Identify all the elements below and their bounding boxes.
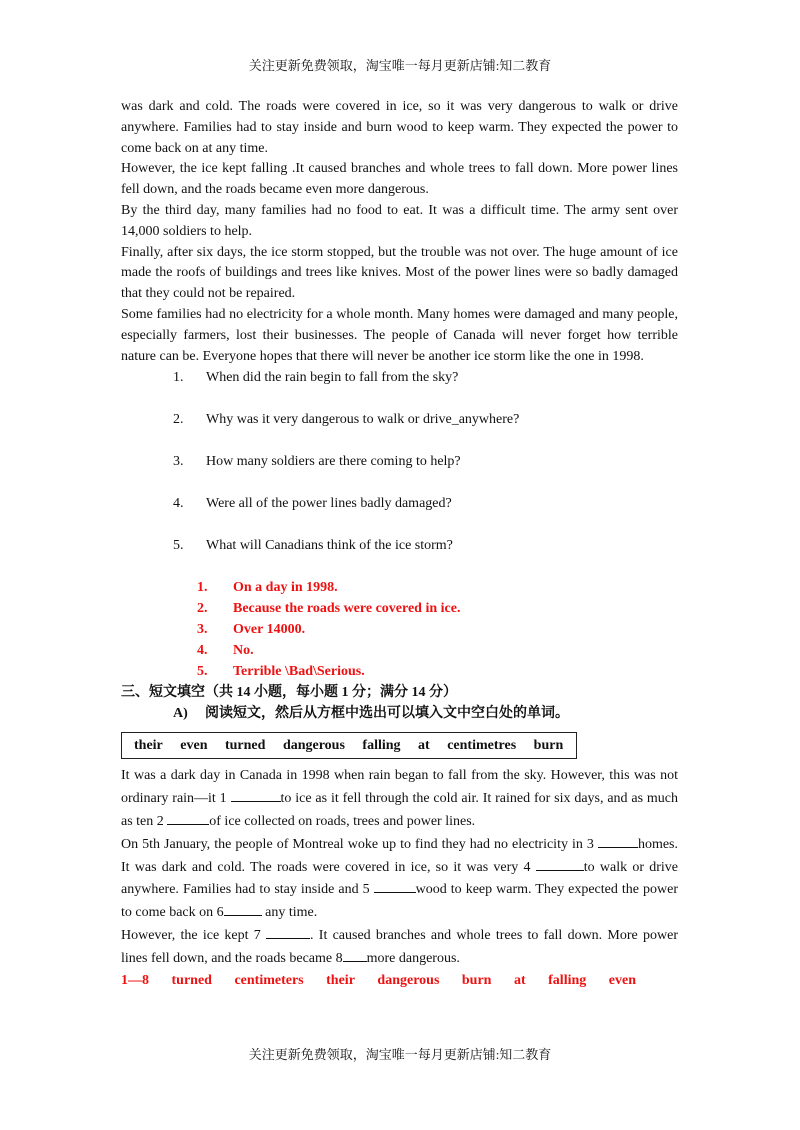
subsection-instruction	[121, 703, 678, 724]
cloze-text: any time.	[261, 905, 318, 921]
page-header: 关注更新免费领取，淘宝唯一每月更新店铺:知二教育	[248, 58, 552, 73]
passage-paragraph: However, the ice kept falling .It caused branches and whole trees to fall down. More power lines fell down, and the roads became even more dangerous.	[121, 161, 678, 198]
answer-key-word: their	[326, 972, 355, 988]
word-box	[121, 732, 577, 759]
section-title: 三、短文填空（共 14 小题，每小题 1 分；满分 14 分）	[121, 685, 457, 701]
cloze-paragraph	[121, 766, 678, 832]
passage-paragraph: By the third day, many families had no food to eat. It was a difficult time. The army sent over 14,000 soldiers to help.	[121, 202, 678, 239]
blank-1	[231, 787, 281, 802]
word-option: turned	[224, 738, 266, 754]
question-number: 1.	[173, 370, 184, 386]
page-footer: 关注更新免费领取，淘宝唯一每月更新店铺:知二教育	[248, 1047, 552, 1062]
answer-text: On a day in 1998.	[233, 580, 338, 596]
answer-item	[121, 641, 678, 662]
answer-number: 2.	[197, 601, 208, 617]
answer-key-range: 1—8	[121, 972, 149, 988]
cloze-text: On 5th January, the people of Montreal woke up to find they had no electricity in 3	[121, 836, 598, 852]
answer-item	[121, 662, 678, 683]
answer-key-word: burn	[461, 972, 492, 988]
answer-text: Over 14000.	[233, 621, 306, 637]
blank-2	[167, 810, 209, 825]
cloze-text: more dangerous.	[366, 950, 460, 966]
answer-item	[121, 599, 678, 620]
word-option: their	[134, 738, 163, 754]
blank-8	[343, 947, 367, 962]
answer-item	[121, 620, 678, 641]
cloze-text: However, the ice kept 7	[121, 927, 267, 943]
answer-number: 1.	[197, 580, 208, 596]
cloze-paragraph	[121, 833, 678, 924]
question-text: Why was it very dangerous to walk or drive_anywhere?	[206, 412, 520, 428]
subsection-number: A)	[173, 706, 188, 722]
question-item	[121, 536, 678, 578]
question-text: How many soldiers are there coming to help?	[206, 454, 461, 470]
blank-3	[598, 833, 638, 848]
answer-number: 3.	[197, 621, 208, 637]
word-option: falling	[362, 738, 401, 754]
answer-key	[121, 970, 678, 991]
question-number: 3.	[173, 454, 184, 470]
cloze-text: to ice as it fell through the cold air. It rained for six days, and as much as ten 2	[121, 791, 679, 829]
word-option: dangerous	[282, 738, 345, 754]
question-number: 4.	[173, 496, 184, 512]
word-option: burn	[533, 738, 564, 754]
passage-paragraph: Some families had no electricity for a whole month. Many homes were damaged and many people, especially farmers, lost their businesses. The people of Canada will never forget how terrible nature can be. Everyone hopes that there will never be another ice storm like the one in 1998.	[121, 306, 678, 364]
answer-item	[121, 578, 678, 599]
cloze-text: It was a dark day in Canada in 1998 when rain began to fall from the sky. However, this was not ordinary rain—it 1	[121, 768, 678, 807]
answer-list	[121, 578, 678, 682]
passage-paragraph: was dark and cold. The roads were covered in ice, so it was very dangerous to walk or drive anywhere. Families had to stay inside and burn wood to keep warm. They expected the power to come back on at any time.	[121, 99, 678, 156]
passage-paragraph: Finally, after six days, the ice storm stopped, but the trouble was not over. The huge amount of ice made the roofs of buildings and trees like knives. Most of the power lines were so badly damaged that they could not be repaired.	[121, 244, 678, 302]
answer-text: Because the roads were covered in ice.	[233, 601, 461, 617]
answer-key-word: centimeters	[234, 972, 304, 988]
answer-number: 5.	[197, 663, 208, 679]
blank-5	[374, 878, 416, 893]
blank-4	[536, 856, 584, 871]
cloze-text: . It caused branches and whole trees to fall down. More power lines fell down, and the roads became 8	[121, 927, 678, 966]
question-number: 5.	[173, 538, 184, 554]
question-text: When did the rain begin to fall from the sky?	[206, 370, 459, 386]
answer-key-word: falling	[548, 972, 587, 988]
page-content	[121, 97, 678, 991]
answer-text: No.	[233, 642, 254, 658]
blank-7	[266, 924, 310, 939]
cloze-text: homes. It was dark and cold. The roads were covered in ice, so it was very 4	[121, 836, 678, 875]
word-option: even	[180, 738, 208, 754]
question-item	[121, 368, 678, 410]
answer-text: Terrible \Bad\Serious.	[233, 663, 365, 679]
question-number: 2.	[173, 412, 184, 428]
question-text: What will Canadians think of the ice storm?	[206, 538, 453, 554]
subsection-text: 阅读短文，然后从方框中选出可以填入文中空白处的单词。	[205, 706, 569, 722]
cloze-paragraph	[121, 924, 678, 970]
question-item	[121, 410, 678, 452]
question-text: Were all of the power lines badly damaged?	[206, 496, 452, 512]
answer-key-word: dangerous	[377, 972, 440, 988]
blank-6	[224, 901, 262, 916]
question-item	[121, 452, 678, 494]
question-item	[121, 494, 678, 536]
word-option: centimetres	[447, 738, 517, 754]
answer-key-word: turned	[171, 972, 212, 988]
answer-key-word: at	[513, 972, 526, 988]
question-list	[121, 368, 678, 578]
cloze-text: to walk or drive anywhere. Families had to stay inside and 5	[121, 859, 678, 898]
answer-number: 4.	[197, 642, 208, 658]
answer-key-word: even	[608, 972, 636, 988]
cloze-text: wood to keep warm. They expected the power to come back on 6	[121, 882, 678, 921]
cloze-text: of ice collected on roads, trees and power lines.	[209, 813, 476, 829]
word-option: at	[418, 738, 430, 754]
